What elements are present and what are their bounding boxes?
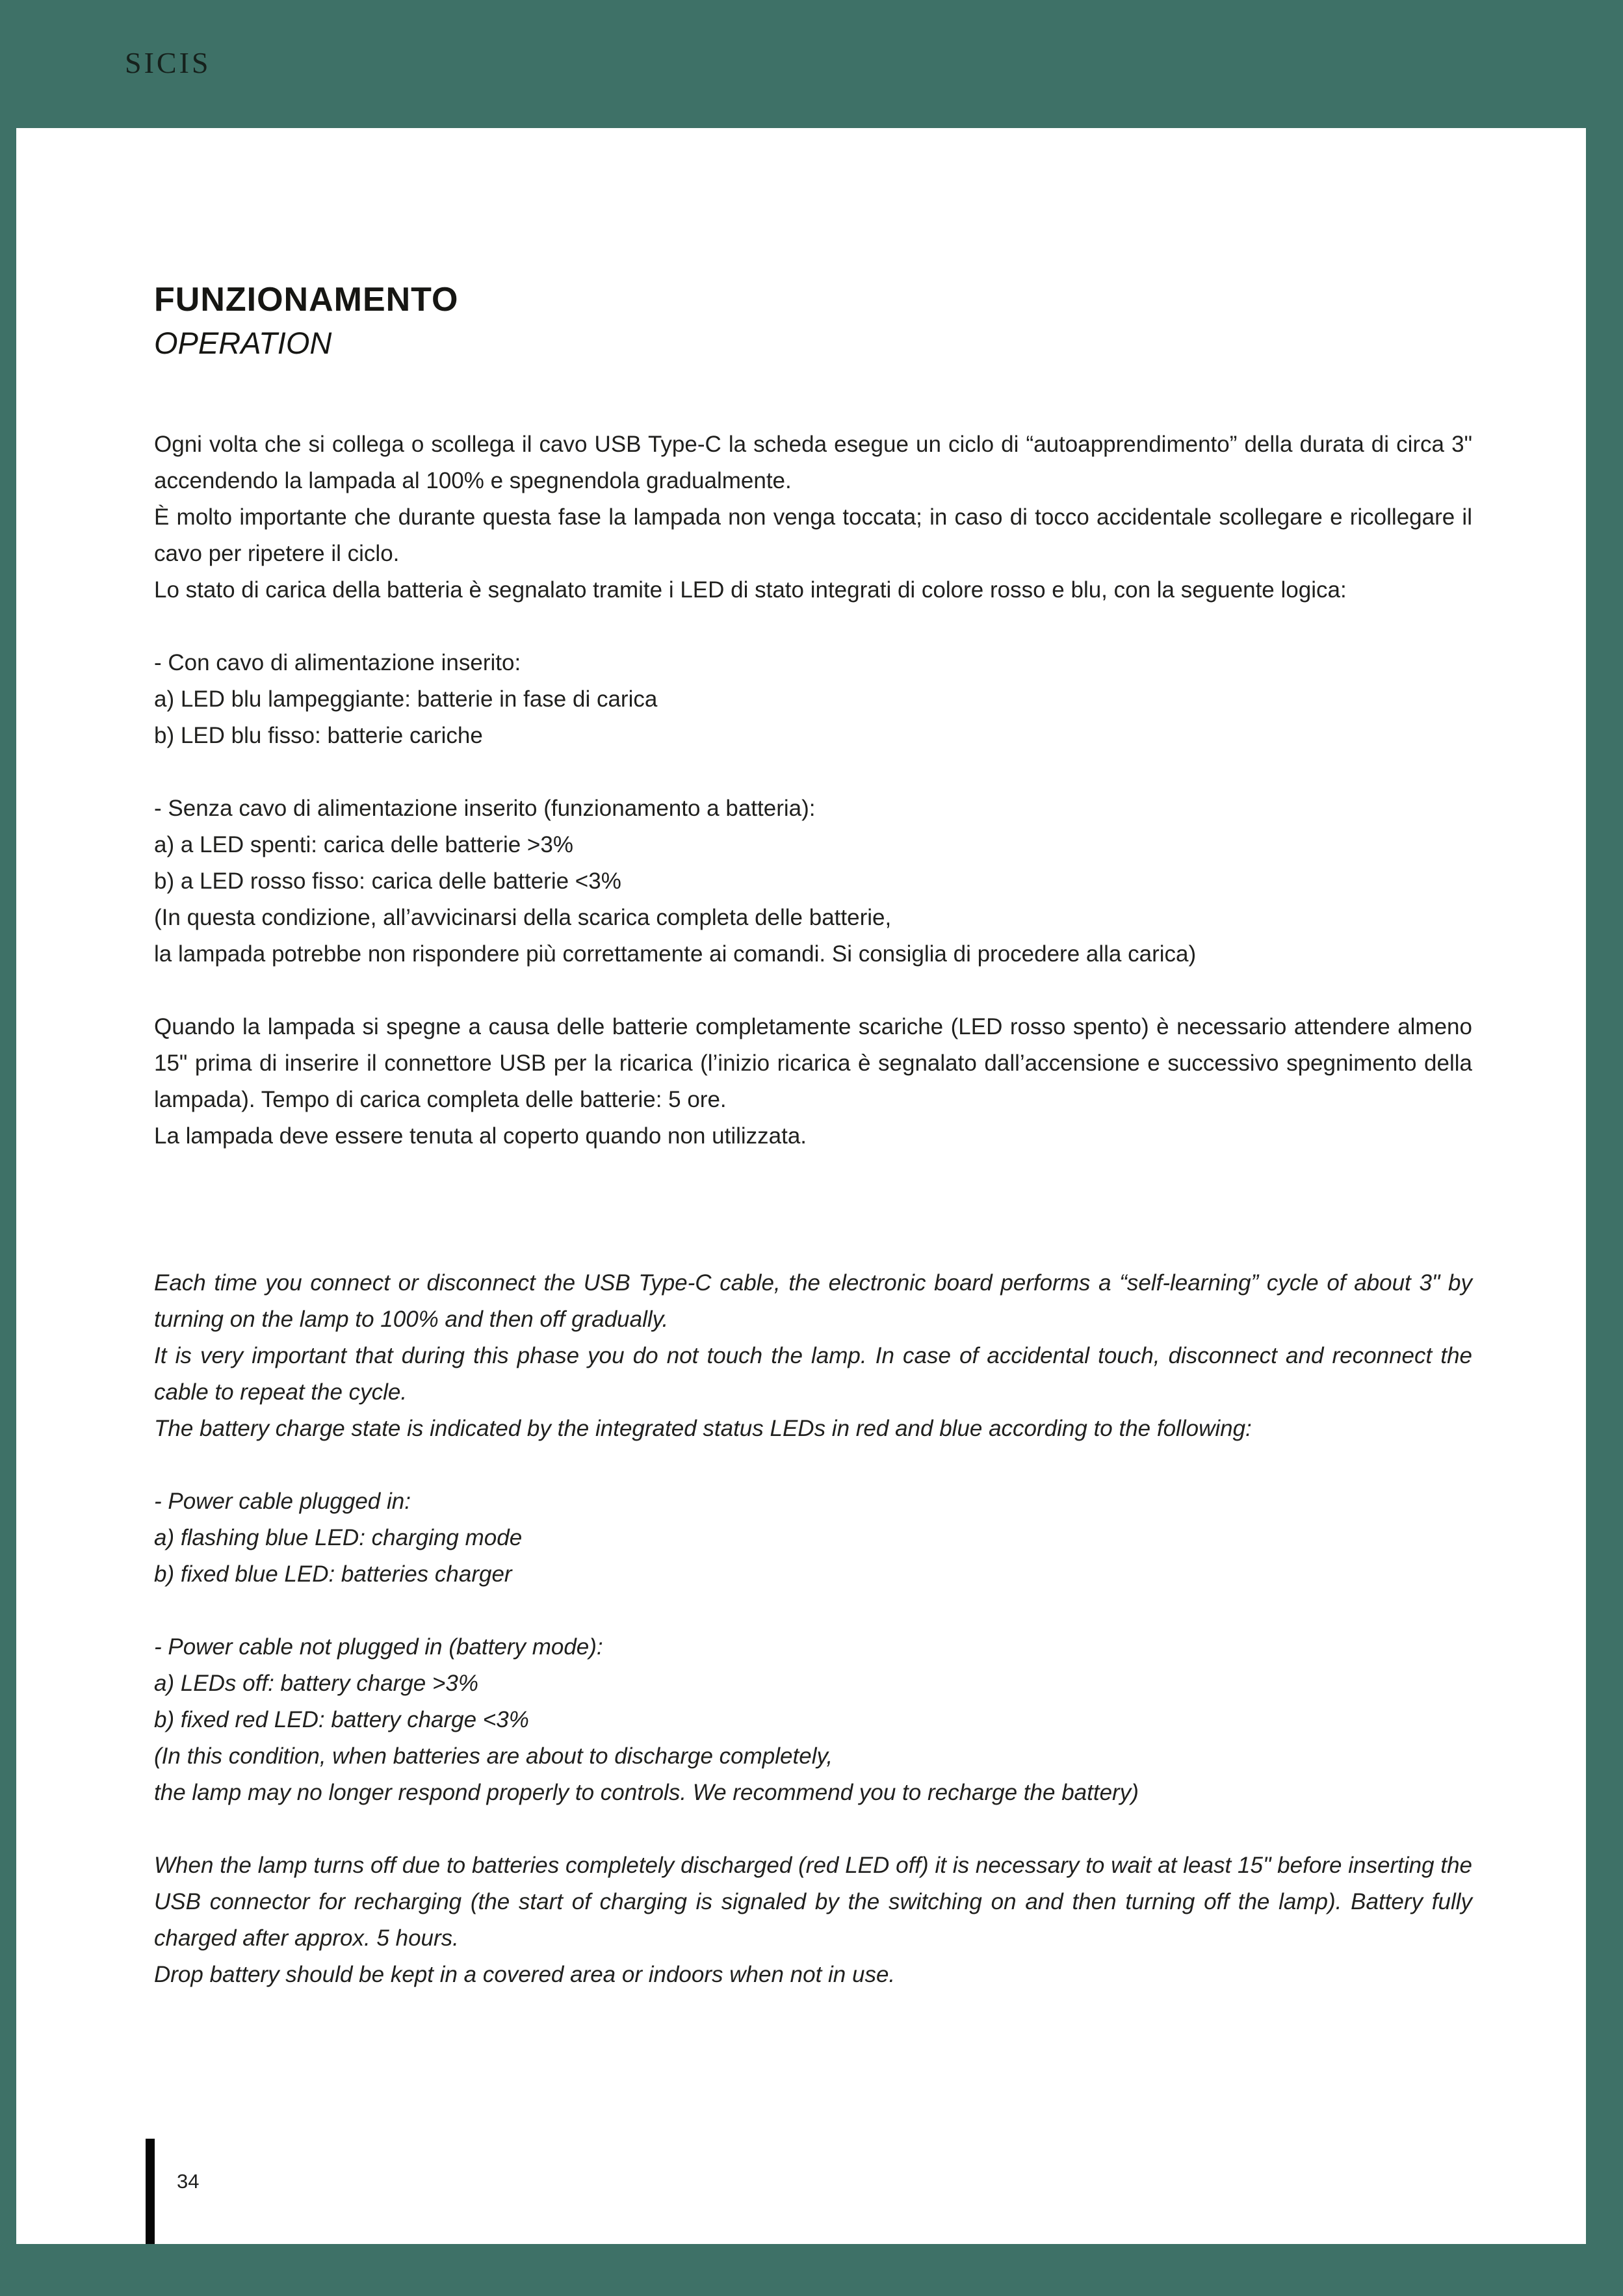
content-area xyxy=(16,128,1586,2244)
text-line: Ogni volta che si collega o scollega il cavo USB Type-C la scheda esegue un ciclo di “autoapprendimento” della durata di circa 3" accendendo la lampada al 100% e spegnendola gradualmente. xyxy=(154,432,1472,493)
text-line: a) flashing blue LED: charging mode xyxy=(154,1525,523,1550)
text-line: the lamp may no longer respond properly to controls. We recommend you to recharge the battery) xyxy=(154,1780,1139,1805)
text-line: The battery charge state is indicated by the integrated status LEDs in red and blue according to the following: xyxy=(154,1416,1252,1441)
text-line: È molto importante che durante questa fase la lampada non venga toccata; in caso di tocco accidentale scollegare e ricollegare il cavo per ripetere il ciclo. xyxy=(154,504,1472,566)
text-line: b) LED blu fisso: batterie cariche xyxy=(154,723,483,748)
text-line: - Power cable plugged in: xyxy=(154,1489,411,1514)
text-line: Each time you connect or disconnect the USB Type-C cable, the electronic board performs a “self-learning” cycle of about 3" by turning on the lamp to 100% and then off gradually. xyxy=(154,1270,1472,1332)
text-line: a) LED blu lampeggiante: batterie in fase di carica xyxy=(154,686,658,712)
list-cable-plugged-en xyxy=(154,1483,1472,1593)
page-subtitle: OPERATION xyxy=(154,326,332,360)
text-line: Lo stato di carica della batteria è segnalato tramite i LED di stato integrati di colore rosso e blu, con la seguente logica: xyxy=(154,577,1347,603)
intro-paragraphs-it xyxy=(154,426,1472,608)
list-battery-mode-it xyxy=(154,790,1472,972)
text-line: - Con cavo di alimentazione inserito: xyxy=(154,650,521,675)
closing-paragraphs-it xyxy=(154,1009,1472,1155)
text-line: b) a LED rosso fisso: carica delle batterie <3% xyxy=(154,868,621,894)
text-line: a) a LED spenti: carica delle batterie >3% xyxy=(154,832,573,857)
text-line: When the lamp turns off due to batteries completely discharged (red LED off) it is necessary to wait at least 15" before inserting the USB connector for recharging (the start of charging is signaled by the switching on and then turning off the lamp). Battery fully charged after approx. 5 hours. xyxy=(154,1853,1472,1951)
text-line: (In questa condizione, all’avvicinarsi della scarica completa delle batterie, xyxy=(154,905,892,930)
text-line: la lampada potrebbe non rispondere più correttamente ai comandi. Si consiglia di procedere alla carica) xyxy=(154,941,1197,967)
text-line: La lampada deve essere tenuta al coperto quando non utilizzata. xyxy=(154,1123,807,1149)
text-line: It is very important that during this phase you do not touch the lamp. In case of accidental touch, disconnect and reconnect the cable to repeat the cycle. xyxy=(154,1343,1472,1405)
text-line: Quando la lampada si spegne a causa delle batterie completamente scariche (LED rosso spento) è necessario attendere almeno 15" prima di inserire il connettore USB per la ricarica (l’inizio ricarica è segnalato dall’accensione e successivo spegnimento della lampada). Tempo di carica completa delle batterie: 5 ore. xyxy=(154,1014,1472,1112)
brand-logo: SICIS xyxy=(125,46,211,79)
page-number: 34 xyxy=(177,2170,200,2193)
italian-section xyxy=(154,426,1472,1155)
closing-paragraphs-en xyxy=(154,1847,1472,1993)
english-section xyxy=(154,1265,1472,1993)
text-line: - Senza cavo di alimentazione inserito (funzionamento a batteria): xyxy=(154,796,816,821)
text-line: a) LEDs off: battery charge >3% xyxy=(154,1671,479,1696)
text-line: b) fixed blue LED: batteries charger xyxy=(154,1561,512,1587)
page-marker-bar xyxy=(146,2139,155,2244)
list-cable-plugged-it xyxy=(154,645,1472,754)
list-battery-mode-en xyxy=(154,1629,1472,1811)
text-line: Drop battery should be kept in a covered area or indoors when not in use. xyxy=(154,1962,896,1987)
text-line: - Power cable not plugged in (battery mode): xyxy=(154,1634,603,1660)
text-line: b) fixed red LED: battery charge <3% xyxy=(154,1707,529,1732)
intro-paragraphs-en xyxy=(154,1265,1472,1447)
page-title: FUNZIONAMENTO xyxy=(154,281,459,319)
text-line: (In this condition, when batteries are about to discharge completely, xyxy=(154,1743,833,1769)
